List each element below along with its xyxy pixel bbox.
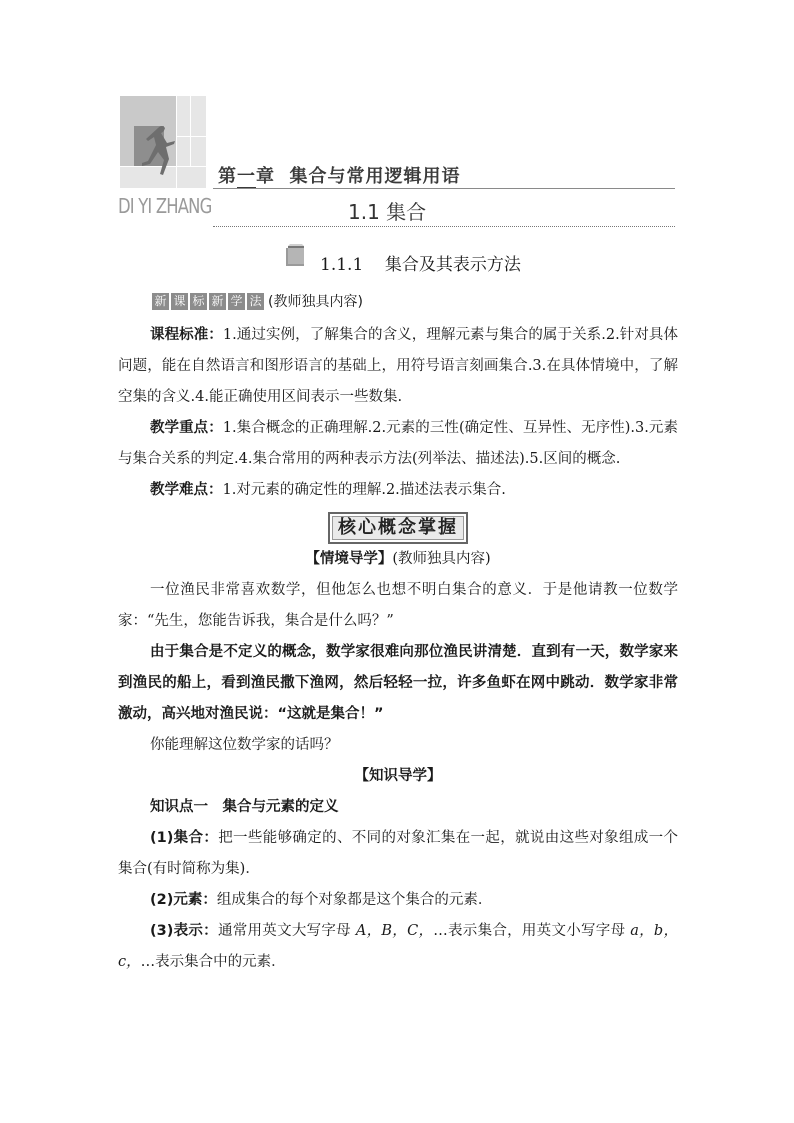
focus-text: 1.集合概念的正确理解.2.元素的三性(确定性、互异性、无序性).3.元素与集合关系的判定.4.集合常用的两种表示方法(列举法、描述法).5.区间的概念. [118, 420, 678, 467]
runner-figure-icon [138, 122, 182, 182]
tag-char: 法 [247, 293, 264, 310]
teaching-focus [118, 413, 678, 475]
header-dotted-rule [213, 226, 675, 227]
item3-text-b: …表示集合，用英文小写字母 [433, 923, 626, 939]
item1-label: (1)集合： [150, 830, 219, 846]
main-content [118, 320, 678, 978]
item3-upper-letters: A，B，C， [350, 923, 434, 939]
chapter-number: 一 [237, 166, 256, 187]
situation-heading-text: 【情境导学】 [305, 551, 393, 567]
situation-note: (教师独具内容) [392, 551, 491, 567]
chapter-label: 第 [218, 166, 237, 187]
item3-text-c: …表示集合中的元素． [140, 954, 286, 970]
standards-label: 课程标准： [150, 327, 223, 343]
chapter-suffix: 章 [256, 166, 275, 187]
item3-lower-letters: a，b，c， [118, 923, 678, 970]
book-icon [284, 244, 306, 268]
chapter-decoration [120, 96, 206, 188]
situation-paragraph-1: 一位渔民非常喜欢数学，但他怎么也想不明白集合的意义．于是他请教一位数学家：“先生，您能告诉我，集合是什么吗？” [118, 582, 678, 629]
course-standards [118, 320, 678, 413]
situation-heading [118, 544, 678, 575]
core-concept-banner: 核心概念掌握 [328, 512, 468, 544]
item2-text: 组成集合的每个对象都是这个集合的元素． [216, 892, 493, 908]
item2-label: (2)元素： [150, 892, 217, 908]
knowledge-heading: 【知识导学】 [354, 768, 442, 784]
focus-label: 教学重点： [150, 420, 223, 436]
chapter-name: 集合与常用逻辑用语 [289, 166, 461, 187]
chapter-pinyin: DI YI ZHANG [118, 194, 212, 218]
teaching-difficulty [118, 475, 678, 506]
subsection-title [320, 250, 521, 275]
tag-char: 学 [228, 293, 245, 310]
chapter-header [118, 96, 678, 228]
item3-text-a: 通常用英文大写字母 [217, 923, 351, 939]
section-title: 1.1 集合 [348, 200, 427, 224]
situation-paragraph-3: 你能理解这位数学家的话吗？ [150, 737, 339, 753]
subsection-number: 1.1.1 [320, 255, 364, 275]
banner-wrap [118, 512, 678, 542]
subsection-name: 集合及其表示方法 [384, 255, 521, 275]
difficulty-text: 1.对元素的确定性的理解.2.描述法表示集合. [222, 482, 506, 498]
knowledge-item-3 [118, 916, 678, 978]
standards-text: 1.通过实例，了解集合的含义，理解元素与集合的属于关系.2.针对具体问题，能在自然语言和图形语言的基础上，用符号语言刻画集合.3.在具体情境中，了解空集的含义.4.能正确使用区间表示一些数集. [118, 327, 678, 405]
tag-row [152, 291, 363, 311]
item1-text: 把一些能够确定的、不同的对象汇集在一起，就说由这些对象组成一个集合(有时简称为集)． [118, 830, 679, 877]
knowledge-point-title: 知识点一 集合与元素的定义 [150, 799, 339, 815]
tag-char: 新 [152, 293, 169, 310]
chapter-title [218, 162, 461, 188]
tag-char: 新 [209, 293, 226, 310]
knowledge-item-1 [118, 823, 678, 885]
tag-char: 标 [190, 293, 207, 310]
tag-char: 课 [171, 293, 188, 310]
situation-paragraph-2: 由于集合是不定义的概念，数学家很难向那位渔民讲清楚．直到有一天，数学家来到渔民的船上，看到渔民撒下渔网，然后轻轻一拉，许多鱼虾在网中跳动．数学家非常激动，高兴地对渔民说：“这就是集合！” [118, 644, 678, 722]
header-rule [213, 188, 675, 189]
tag-note: (教师独具内容) [268, 294, 363, 310]
knowledge-item-2 [118, 885, 678, 916]
difficulty-label: 教学难点： [150, 482, 223, 498]
item3-label: (3)表示： [150, 923, 218, 939]
